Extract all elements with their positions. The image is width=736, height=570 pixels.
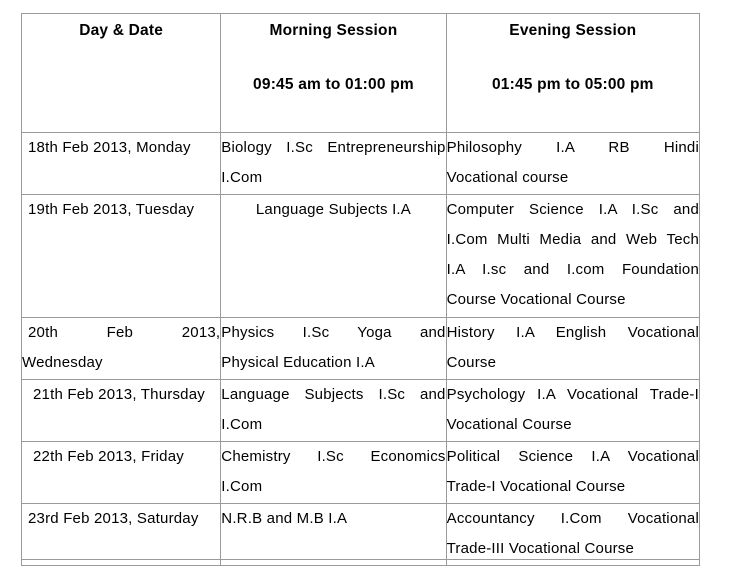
table-row <box>22 318 700 380</box>
day-cell: 18th Feb 2013, Monday <box>22 133 221 195</box>
evening-line: Course <box>446 354 497 371</box>
header-day-label: Day & Date <box>79 22 164 39</box>
evening-line: Psychology I.A Vocational Trade-I <box>446 386 699 403</box>
header-morning <box>221 14 446 133</box>
morning-cell <box>221 504 446 566</box>
header-morning-time: 09:45 am to 01:00 pm <box>253 76 414 93</box>
morning-line: I.Com <box>221 478 263 495</box>
day-cell: 22th Feb 2013, Friday <box>22 442 221 504</box>
evening-cell <box>446 195 699 318</box>
table-row <box>22 504 700 566</box>
evening-line: Computer Science I.A I.Sc and <box>446 201 699 218</box>
morning-cell <box>221 318 446 380</box>
evening-cell <box>446 318 699 380</box>
header-morning-label: Morning Session <box>269 22 398 39</box>
evening-cell <box>446 133 699 195</box>
day-cell: 19th Feb 2013, Tuesday <box>22 195 221 318</box>
evening-line: Accountancy I.Com Vocational <box>446 510 699 527</box>
evening-line: Vocational course <box>446 169 569 186</box>
table-bottom-edge <box>21 559 700 570</box>
morning-cell <box>221 195 446 318</box>
evening-line: History I.A English Vocational <box>446 324 699 341</box>
evening-line: Course Vocational Course <box>446 291 626 308</box>
table-row <box>22 133 700 195</box>
morning-line: I.Com <box>221 169 263 186</box>
morning-line: Physics I.Sc Yoga and <box>221 324 446 341</box>
morning-line: Language Subjects I.Sc and <box>221 386 446 403</box>
header-evening-time: 01:45 pm to 05:00 pm <box>491 76 654 93</box>
morning-line: Chemistry I.Sc Economics <box>221 448 446 465</box>
morning-line: Language Subjects I.A <box>255 201 412 218</box>
day-cell: 21th Feb 2013, Thursday <box>22 380 221 442</box>
exam-schedule-table <box>21 13 700 566</box>
header-evening-label: Evening Session <box>509 22 637 39</box>
day-line: 20th Feb 2013, <box>28 324 221 341</box>
day-line: Wednesday <box>22 354 103 371</box>
table-row <box>22 380 700 442</box>
evening-line: Political Science I.A Vocational <box>446 448 699 465</box>
evening-line: I.A I.sc and I.com Foundation <box>446 261 699 278</box>
morning-line: I.Com <box>221 416 263 433</box>
morning-cell <box>221 380 446 442</box>
day-cell <box>22 318 221 380</box>
morning-line: Physical Education I.A <box>221 354 375 371</box>
evening-line: Trade-I Vocational Course <box>446 478 626 495</box>
evening-cell <box>446 504 699 566</box>
morning-cell <box>221 442 446 504</box>
evening-line: Trade-III Vocational Course <box>446 540 635 557</box>
evening-cell <box>446 442 699 504</box>
header-row <box>22 14 700 133</box>
table-row <box>22 195 700 318</box>
day-cell: 23rd Feb 2013, Saturday <box>22 504 221 566</box>
evening-cell <box>446 380 699 442</box>
morning-line: Biology I.Sc Entrepreneurship <box>221 139 446 156</box>
evening-line: Philosophy I.A RB Hindi <box>446 139 699 156</box>
morning-cell <box>221 133 446 195</box>
evening-line: Vocational Course <box>446 416 572 433</box>
table-row <box>22 442 700 504</box>
header-day <box>22 14 221 133</box>
header-evening <box>446 14 699 133</box>
evening-line: I.Com Multi Media and Web Tech <box>446 231 699 248</box>
morning-line: N.R.B and M.B I.A <box>221 510 348 527</box>
